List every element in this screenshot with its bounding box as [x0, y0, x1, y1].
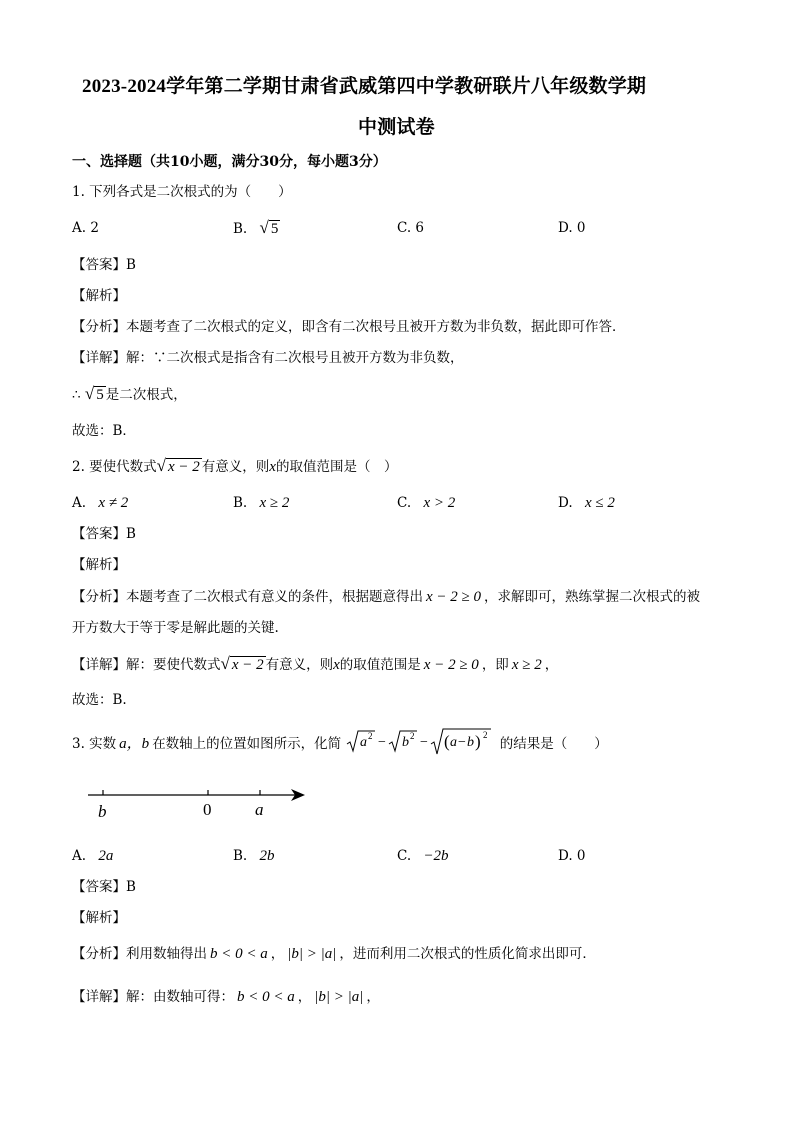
stem-vars: a，b: [119, 736, 150, 752]
answer-tag: 【答案】: [72, 879, 126, 895]
q1-choose: 故选：B．: [72, 423, 136, 439]
q1-analysis-tag: 【解析】: [72, 288, 126, 304]
option-label: B.: [233, 848, 248, 864]
detail-text: 的取值范围是: [339, 657, 421, 673]
question-2-stem: [72, 457, 397, 476]
q3-option-a: [72, 847, 113, 865]
fenxi-text: 本题考查了二次根式有意义的条件，根据题意得出: [126, 589, 423, 605]
option-label: D.: [558, 495, 573, 511]
q2-detail: [72, 655, 558, 674]
question-1-stem: 1. 下列各式是二次根式的为（ ）: [72, 184, 292, 200]
answer-tag: 【答案】: [72, 526, 126, 542]
axis-label-a: a: [255, 800, 264, 819]
svg-text:a: a: [360, 735, 368, 750]
stem-part: 在数轴上的位置如图所示，化简: [152, 736, 342, 752]
detail-tag: 【详解】: [72, 989, 126, 1005]
section-heading: 一、选择题（共10小题，满分30分，每小题3分）: [72, 154, 387, 170]
q1-option-d: D. 0: [558, 220, 586, 236]
option-math: 2a: [98, 848, 114, 864]
stem-part: 的结果是（ ）: [499, 736, 608, 752]
q1-answer: [72, 256, 136, 274]
detail-text: 有意义，则: [265, 657, 334, 673]
detail-end: ，: [366, 989, 380, 1005]
option-label: B.: [233, 495, 248, 511]
q1-detail: [72, 349, 464, 367]
fenxi-tag: 【分析】: [72, 946, 126, 962]
therefore-symbol: ∴: [72, 387, 81, 403]
detail-sep: ，: [297, 989, 312, 1005]
option-label: A.: [72, 848, 87, 864]
detail-text: 解：∵二次根式是指含有二次根号且被开方数为非负数，: [126, 350, 464, 366]
option-math: x ≠ 2: [98, 495, 129, 511]
page-title-line1: 2023-2024学年第二学期甘肃省武威第四中学教研联片八年级数学期: [82, 76, 647, 97]
detail-line2-text: 是二次根式，: [105, 387, 187, 403]
q2-option-a: [72, 494, 128, 512]
q2-answer: [72, 525, 136, 543]
q1-option-b-label: B.: [233, 221, 248, 237]
answer-value: B: [126, 879, 136, 895]
q1-fenxi: [72, 318, 626, 336]
detail-tag: 【详解】: [72, 657, 126, 673]
stem-part: 3. 实数: [72, 736, 117, 752]
q2-fenxi: [72, 588, 700, 606]
q1-option-c: C. 6: [397, 220, 425, 236]
q2-option-c: [397, 494, 455, 512]
q1-detail-line2: [72, 385, 187, 404]
detail-math: x ≥ 2: [511, 657, 542, 673]
number-line: [85, 784, 310, 824]
svg-text:2: 2: [410, 731, 415, 741]
option-math: x ≥ 2: [259, 495, 290, 511]
page-title-line2: 中测试卷: [358, 117, 435, 138]
fenxi-math: |b| > |a|: [287, 946, 337, 962]
svg-text:−: −: [458, 735, 467, 750]
fenxi-math: x − 2 ≥ 0: [426, 589, 482, 605]
q3-option-b: [233, 847, 275, 865]
svg-text:a: a: [450, 735, 458, 750]
q3-analysis-tag: 【解析】: [72, 910, 126, 926]
fenxi-text: 利用数轴得出: [126, 946, 207, 962]
detail-text: ，即: [481, 657, 509, 673]
question-3-stem: [72, 727, 608, 757]
detail-math: x − 2 ≥ 0: [423, 657, 479, 673]
stem-part: 有意义，则: [201, 459, 270, 475]
q2-option-d: [558, 494, 615, 512]
q3-answer: [72, 878, 136, 896]
radical: √ x − 2: [156, 456, 200, 475]
q2-choose: 故选：B.: [72, 692, 127, 708]
svg-text:2: 2: [483, 730, 488, 740]
q3-detail: [72, 988, 380, 1006]
radical: √ 5: [84, 384, 104, 403]
option-math: 2b: [259, 848, 275, 864]
detail-math: b < 0 < a: [237, 989, 295, 1005]
svg-text:b: b: [402, 735, 410, 750]
fenxi-text: ，求解即可，熟练掌握二次根式的被: [484, 589, 701, 605]
radicand: 5: [270, 221, 279, 237]
radicand: 5: [96, 387, 104, 403]
q1-option-b: [233, 219, 280, 238]
radicand: x − 2: [231, 657, 264, 673]
fenxi-sep: ，: [270, 946, 285, 962]
detail-text: 解：要使代数式: [126, 657, 221, 673]
q2-option-b: [233, 494, 289, 512]
stem-part: 2. 要使代数式: [72, 459, 157, 475]
option-label: C.: [397, 848, 412, 864]
svg-text:−: −: [378, 735, 387, 750]
svg-text:−: −: [420, 735, 429, 750]
option-label: C.: [397, 495, 412, 511]
radical-expression: [345, 727, 495, 757]
option-label: A.: [72, 495, 87, 511]
svg-text:b: b: [467, 735, 475, 750]
axis-label-0: 0: [203, 800, 212, 819]
detail-tag: 【详解】: [72, 350, 126, 366]
radical: √ x − 2: [220, 654, 264, 673]
option-math: x ≤ 2: [584, 495, 615, 511]
fenxi-math: b < 0 < a: [210, 946, 268, 962]
option-math: x > 2: [423, 495, 456, 511]
stem-part: 的取值范围是（ ）: [275, 459, 398, 475]
axis-label-b: b: [98, 802, 107, 821]
q2-fenxi-line2: 开方数大于等于零是解此题的关键.: [72, 620, 279, 636]
variable-x: x: [333, 657, 340, 673]
q1-option-a: A. 2: [72, 220, 99, 236]
svg-text:): ): [475, 732, 482, 751]
svg-text:2: 2: [368, 731, 373, 741]
answer-value: B: [126, 257, 136, 273]
detail-math: |b| > |a|: [314, 989, 364, 1005]
variable-x: x: [269, 459, 276, 475]
q3-fenxi: [72, 945, 596, 963]
q2-analysis-tag: 【解析】: [72, 557, 126, 573]
q3-option-c: [397, 847, 449, 865]
svg-text:(: (: [444, 732, 451, 751]
answer-tag: 【答案】: [72, 257, 126, 273]
fenxi-text: ，进而利用二次根式的性质化简求出即可．: [339, 946, 596, 962]
option-math: −2b: [423, 848, 449, 864]
answer-value: B: [126, 526, 136, 542]
fenxi-tag: 【分析】: [72, 319, 126, 335]
radical: √ 5: [259, 218, 279, 237]
detail-text: 解：由数轴可得：: [126, 989, 234, 1005]
radicand: x − 2: [168, 459, 200, 475]
fenxi-tag: 【分析】: [72, 589, 126, 605]
detail-text: ，: [544, 657, 559, 673]
q3-option-d: D. 0: [558, 848, 586, 864]
fenxi-text: 本题考查了二次根式的定义，即含有二次根号且被开方数为非负数，据此即可作答．: [126, 319, 626, 335]
